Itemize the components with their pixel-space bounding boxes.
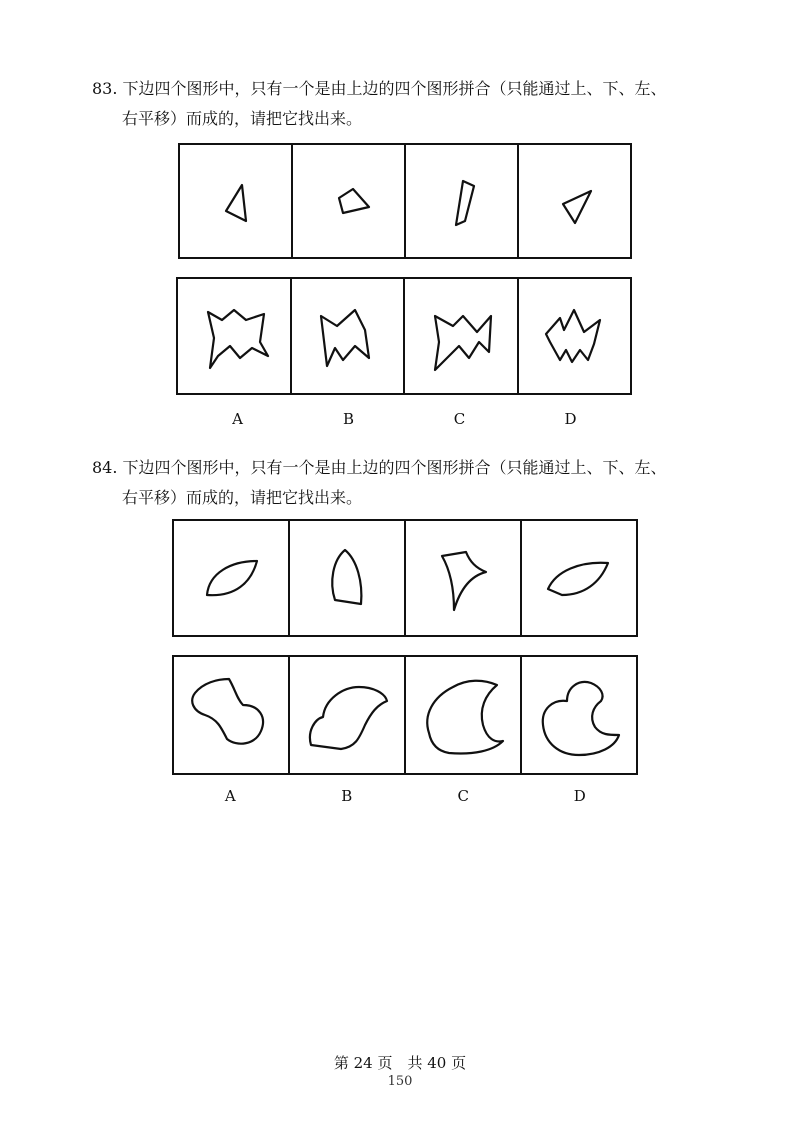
question-84-option-d[interactable] <box>522 657 636 773</box>
question-83-labels <box>182 410 626 428</box>
question-83-piece-1 <box>180 145 293 257</box>
question-83-option-a[interactable] <box>178 279 292 393</box>
option-label-d: D <box>564 410 577 428</box>
question-83-pieces-row <box>178 143 632 259</box>
question-84-line-1: 84. 下边四个图形中，只有一个是由上边的四个图形拼合（只能通过上、下、左、 <box>92 458 667 477</box>
question-84-option-a[interactable] <box>174 657 290 773</box>
question-84-option-b[interactable] <box>290 657 406 773</box>
option-label-c: C <box>453 410 466 428</box>
option-label-a: A <box>232 410 243 428</box>
question-84-piece-1 <box>174 521 290 635</box>
question-84-labels <box>172 787 638 805</box>
question-84-text <box>92 453 667 513</box>
question-83-option-d[interactable] <box>519 279 631 393</box>
question-83-option-b[interactable] <box>292 279 406 393</box>
question-83-piece-4 <box>519 145 630 257</box>
question-83-text <box>92 74 667 134</box>
question-84-line-2: 右平移）而成的，请把它找出来。 <box>122 488 363 507</box>
page-info: 第 24 页 共 40 页 <box>333 1054 467 1072</box>
question-83-line-2: 右平移）而成的，请把它找出来。 <box>122 109 363 128</box>
option-label-b: B <box>341 787 353 805</box>
option-label-d: D <box>573 787 586 805</box>
question-83-option-c[interactable] <box>405 279 519 393</box>
question-84-piece-2 <box>290 521 406 635</box>
question-83-options-row <box>176 277 632 395</box>
question-84-pieces-row <box>172 519 638 637</box>
question-83-line-1: 83. 下边四个图形中，只有一个是由上边的四个图形拼合（只能通过上、下、左、 <box>92 79 667 98</box>
option-label-b: B <box>342 410 355 428</box>
page-number: 150 <box>387 1074 413 1089</box>
question-84-options-row <box>172 655 638 775</box>
option-label-c: C <box>457 787 469 805</box>
question-84-piece-4 <box>522 521 636 635</box>
question-84-piece-3 <box>406 521 522 635</box>
question-83-piece-3 <box>406 145 519 257</box>
option-label-a: A <box>224 787 236 805</box>
question-84-option-c[interactable] <box>406 657 522 773</box>
question-83-piece-2 <box>293 145 406 257</box>
